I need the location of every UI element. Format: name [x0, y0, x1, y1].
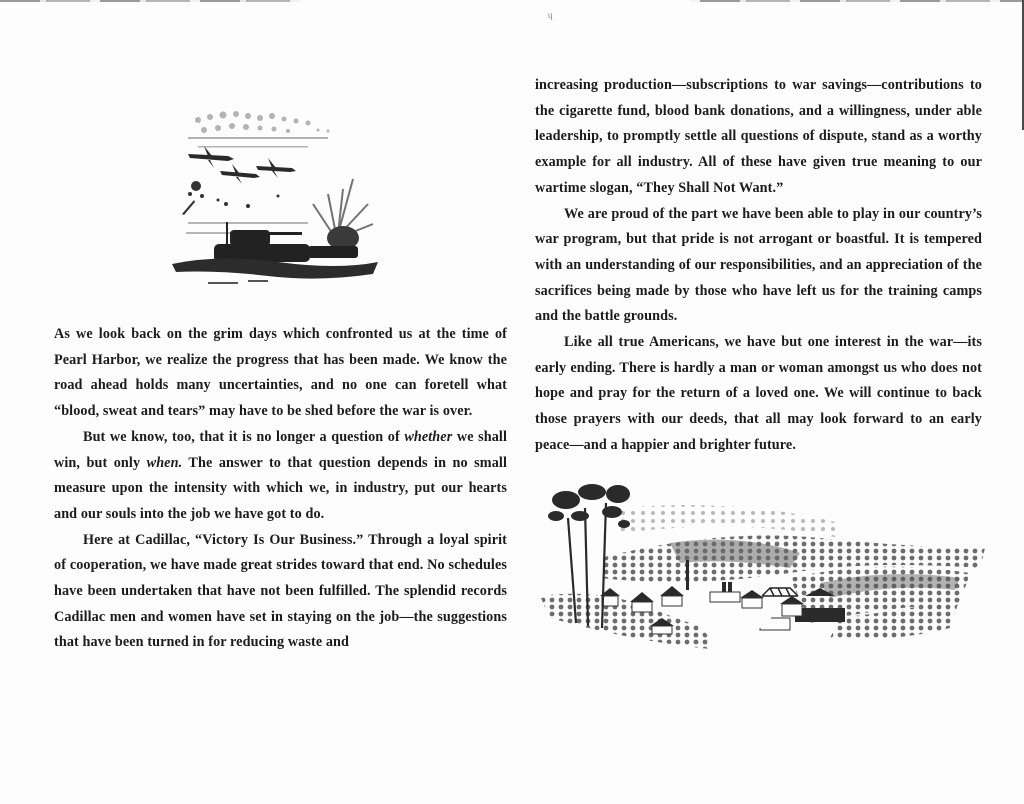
- paragraph-proud: We are proud of the part we have been able to play in our country’s war program, but that pride is not arrogant or boastful. It is tempered with an understanding of our responsibilities, and an appreciation of the sacrifices being made by those who have left us for the training camps and the battle grounds.: [535, 205, 982, 325]
- paragraph-whether-when: [54, 425, 507, 528]
- text-span: we shall win, but only: [54, 428, 507, 471]
- paragraph-americans: Like all true Americans, we have but one interest in the war—its early ending. There is hardly a man or woman amongst us who does not hope and pray for the return of a loved one. We will continue to back those prayers with our deeds, that all may look forward to an early peace—and a happier and brighter future.: [535, 334, 982, 453]
- text-span: The answer to that question depends in no small measure upon the intensity with which we, in industry, put our hearts and our souls into the job we have got to do.: [54, 454, 507, 522]
- right-text-column: [535, 73, 982, 459]
- italic-whether: whether: [404, 428, 453, 445]
- left-text-column: [54, 322, 507, 656]
- paragraph-pearl-harbor: As we look back on the grim days which confronted us at the time of Pearl Harbor, we realize the progress that has been made. We know the road ahead holds many uncertainties, and no one can foretell what “blood, sweat and tears” may have to be shed before the war is over.: [54, 326, 507, 420]
- war-illustration: [168, 104, 383, 289]
- paragraph-cadillac: Here at Cadillac, “Victory Is Our Business.” Through a loyal spirit of cooperation, we have made great strides toward that end. No schedules have been undertaken that have not been fulfilled. The splendid records Cadillac men and women have set in staying on the job—the suggestions that have been turned in for reducing waste and: [54, 531, 507, 651]
- town-illustration: [540, 478, 990, 663]
- scan-edge-top: [0, 0, 1024, 2]
- text-span: But we know, too, that it is no longer a question of: [83, 428, 405, 445]
- scan-mark: ʮ: [547, 10, 553, 20]
- paragraph-production: increasing production—subscriptions to war savings—contributions to the cigarette fund, blood bank donations, and a willingness, under able leadership, to promptly settle all questions of dispute, stand as a worthy example for all industry. All of these have given true meaning to our wartime slogan, “They Shall Not Want.”: [535, 77, 982, 196]
- italic-when: when.: [146, 454, 183, 471]
